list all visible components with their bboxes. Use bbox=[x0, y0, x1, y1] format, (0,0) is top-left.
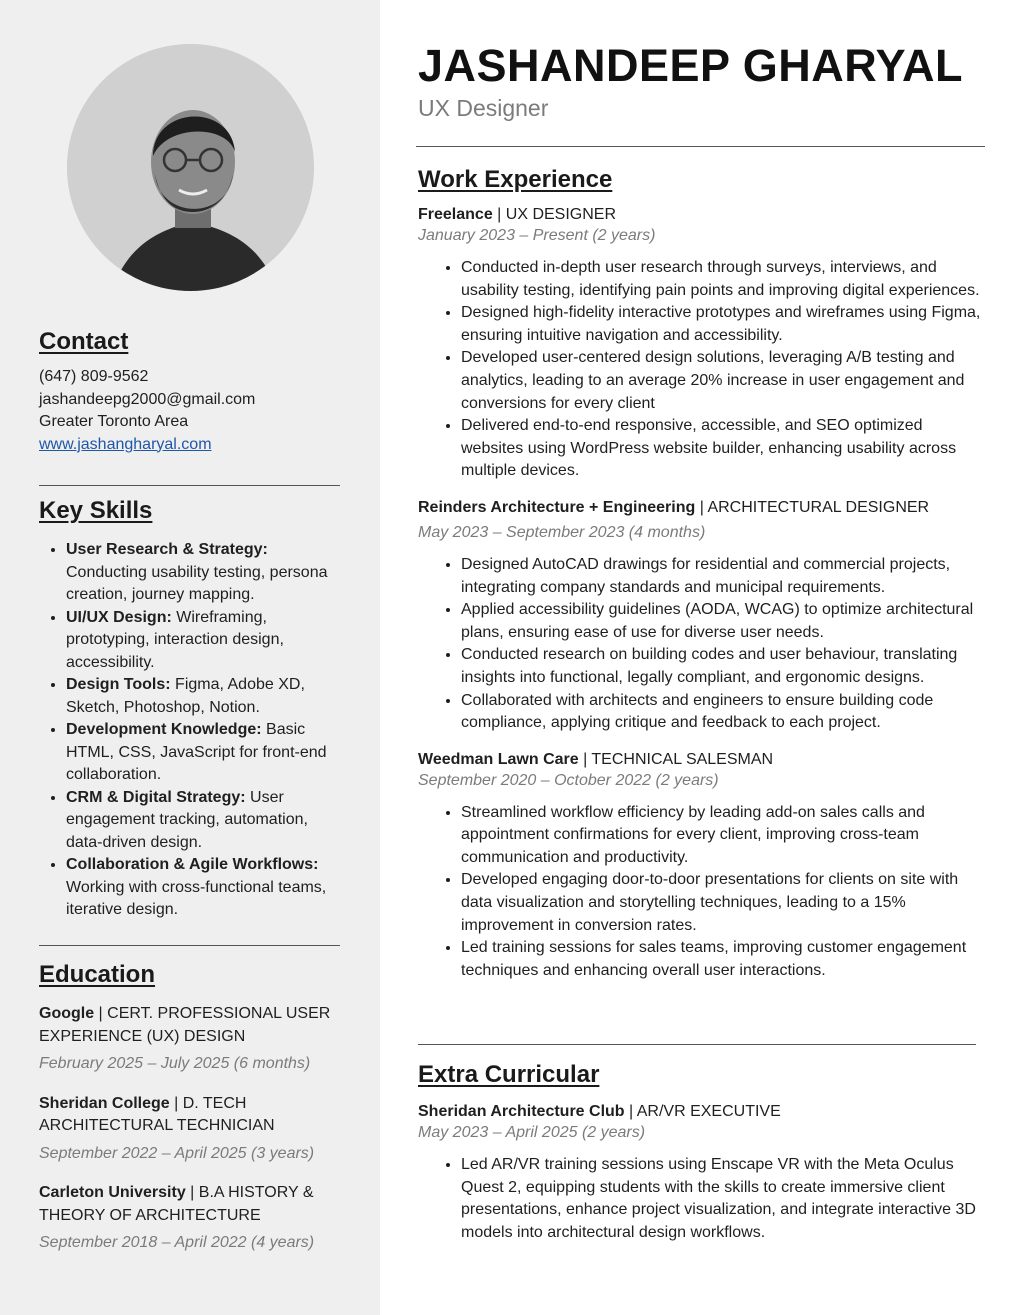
education-institution: Carleton University bbox=[39, 1184, 186, 1201]
job-role: TECHNICAL SALESMAN bbox=[591, 750, 774, 768]
education-institution: Sheridan College bbox=[39, 1094, 170, 1112]
candidate-title: UX Designer bbox=[418, 95, 549, 121]
skill-text: Working with cross-functional teams, iterative design. bbox=[66, 878, 327, 918]
education-heading: Education bbox=[39, 961, 156, 988]
job-bullet: • Streamlined workflow efficiency by leading add-on sales calls and appointment confirmations for every client, improving cross-team communication and productivity. bbox=[461, 802, 988, 870]
extra-section bbox=[418, 1061, 988, 1244]
jobs-list bbox=[418, 204, 988, 982]
job-separator: | bbox=[492, 206, 506, 223]
education-program: D. TECH ARCHITECTURAL TECHNICIAN bbox=[39, 1094, 275, 1134]
skills-section bbox=[39, 497, 339, 922]
skill-item bbox=[66, 787, 339, 855]
job-bullet: • Conducted in-depth user research through surveys, interviews, and usability testing, identifying pain points and improving digital experiences. bbox=[461, 257, 988, 302]
education-program: B.A HISTORY & THEORY OF ARCHITECTURE bbox=[39, 1184, 314, 1224]
main-divider bbox=[418, 1044, 976, 1045]
sidebar-divider-2 bbox=[39, 945, 340, 946]
extra-dates: May 2023 – April 2025 (2 years) bbox=[418, 1124, 646, 1141]
education-list bbox=[39, 1003, 339, 1255]
header-divider bbox=[416, 146, 985, 147]
extra-entry-head bbox=[418, 1101, 988, 1123]
skill-label: Development Knowledge: bbox=[66, 721, 262, 738]
contact-section bbox=[39, 328, 339, 456]
job-bullet: • Developed user-centered design solutions, leveraging A/B testing and analytics, leading to an average 20% increase in user engagement and conversions for every client bbox=[461, 347, 988, 415]
job-bullet: • Collaborated with architects and engineers to ensure building code compliance, applying critique and feedback to each project. bbox=[461, 690, 988, 735]
job-entry bbox=[418, 749, 988, 983]
extra-heading: Extra Curricular bbox=[418, 1061, 600, 1088]
job-bullet: • Designed AutoCAD drawings for residential and commercial projects, integrating company standards and municipal requirements. bbox=[461, 554, 988, 599]
skill-item bbox=[66, 607, 339, 675]
skills-heading: Key Skills bbox=[39, 497, 153, 524]
education-entry bbox=[39, 1093, 339, 1166]
website-link[interactable]: www.jashangharyal.com bbox=[39, 435, 212, 453]
education-dates: September 2022 – April 2025 (3 years) bbox=[39, 1144, 315, 1162]
skill-label: User Research & Strategy: bbox=[66, 541, 268, 558]
job-bullet: • Designed high-fidelity interactive prototypes and wireframes using Figma, ensuring intuitive navigation and accessibility. bbox=[461, 302, 988, 347]
education-program: CERT. PROFESSIONAL USER EXPERIENCE (UX) DESIGN bbox=[39, 1005, 331, 1045]
skill-text: User engagement tracking, automation, data-driven design. bbox=[66, 788, 308, 851]
education-dates: February 2025 – July 2025 (6 months) bbox=[39, 1055, 311, 1072]
profile-photo bbox=[67, 44, 314, 291]
candidate-name: JASHANDEEP GHARYAL bbox=[418, 40, 963, 91]
skill-text: Conducting usability testing, persona creation, journey mapping. bbox=[66, 563, 328, 603]
education-separator: | bbox=[94, 1005, 108, 1022]
skill-label: CRM & Digital Strategy: bbox=[66, 788, 246, 806]
education-head bbox=[39, 1182, 339, 1227]
job-bullet: • Applied accessibility guidelines (AODA, WCAG) to optimize architectural plans, ensuring ease of use for diverse user needs. bbox=[461, 599, 988, 644]
job-separator: | bbox=[578, 750, 592, 768]
sidebar-divider-1 bbox=[39, 485, 340, 486]
job-bullets bbox=[418, 257, 988, 483]
skill-item bbox=[66, 539, 339, 607]
job-dates: May 2023 – September 2023 (4 months) bbox=[418, 523, 706, 541]
skill-item bbox=[66, 674, 339, 719]
job-entry bbox=[418, 497, 988, 735]
skill-label: Collaboration & Agile Workflows: bbox=[66, 856, 319, 873]
job-dates: January 2023 – Present (2 years) bbox=[418, 227, 656, 244]
education-section bbox=[39, 961, 339, 1255]
job-head bbox=[418, 497, 988, 519]
extra-separator: | bbox=[624, 1103, 637, 1120]
work-section bbox=[418, 166, 988, 982]
work-heading: Work Experience bbox=[418, 166, 613, 193]
education-separator: | bbox=[185, 1184, 199, 1201]
education-entry bbox=[39, 1182, 339, 1255]
job-org: Weedman Lawn Care bbox=[418, 750, 579, 768]
skills-list bbox=[39, 539, 339, 922]
contact-location: Greater Toronto Area bbox=[39, 413, 189, 430]
education-separator: | bbox=[169, 1094, 183, 1112]
job-head bbox=[418, 204, 988, 226]
job-bullets bbox=[418, 802, 988, 983]
extra-org: Sheridan Architecture Club bbox=[418, 1103, 625, 1120]
job-bullets bbox=[418, 554, 988, 735]
job-org: Reinders Architecture + Engineering bbox=[418, 498, 696, 516]
education-head bbox=[39, 1093, 339, 1138]
job-separator: | bbox=[695, 498, 708, 516]
contact-email: jashandeepg2000@gmail.com bbox=[39, 390, 256, 408]
skill-text: Wireframing, prototyping, interaction design, accessibility. bbox=[66, 608, 284, 671]
extra-bullets bbox=[418, 1154, 988, 1244]
job-head bbox=[418, 749, 988, 771]
skill-text: Basic HTML, CSS, JavaScript for front-end collaboration. bbox=[66, 721, 327, 783]
job-bullet: • Developed engaging door-to-door presentations for clients on site with data visualization and storytelling techniques, leading to a 15% improvement in conversion rates. bbox=[461, 869, 988, 937]
education-head bbox=[39, 1003, 339, 1048]
skill-item bbox=[66, 719, 339, 787]
skill-label: Design Tools: bbox=[66, 676, 171, 693]
job-bullet: • Conducted research on building codes and user behaviour, translating insights into functional, legally compliant, and ergonomic designs. bbox=[461, 644, 988, 689]
skill-item bbox=[66, 854, 339, 922]
job-dates: September 2020 – October 2022 (2 years) bbox=[418, 771, 719, 789]
skill-label: UI/UX Design: bbox=[66, 608, 172, 626]
education-dates: September 2018 – April 2022 (4 years) bbox=[39, 1234, 315, 1251]
skill-text: Figma, Adobe XD, Sketch, Photoshop, Notion. bbox=[66, 676, 305, 716]
education-entry bbox=[39, 1003, 339, 1076]
job-role: ARCHITECTURAL DESIGNER bbox=[707, 498, 930, 516]
contact-phone: (647) 809-9562 bbox=[39, 368, 149, 385]
sidebar bbox=[0, 0, 380, 1315]
contact-heading: Contact bbox=[39, 328, 129, 355]
job-entry bbox=[418, 204, 988, 483]
job-bullet: • Led training sessions for sales teams, improving customer engagement techniques and enhancing overall user interactions. bbox=[461, 937, 988, 982]
job-bullet: • Delivered end-to-end responsive, accessible, and SEO optimized websites using WordPress website builder, enhancing usability across multiple devices. bbox=[461, 415, 988, 483]
job-org: Freelance bbox=[418, 206, 493, 223]
job-role: UX DESIGNER bbox=[505, 206, 617, 223]
education-institution: Google bbox=[39, 1005, 95, 1022]
extra-bullet: • Led AR/VR training sessions using Enscape VR with the Meta Oculus Quest 2, equipping students with the skills to create immersive client presentations, enhance project visualization, and integrate interactive 3D models into architectural design workflows. bbox=[461, 1154, 988, 1244]
extra-role: AR/VR EXECUTIVE bbox=[636, 1103, 781, 1120]
